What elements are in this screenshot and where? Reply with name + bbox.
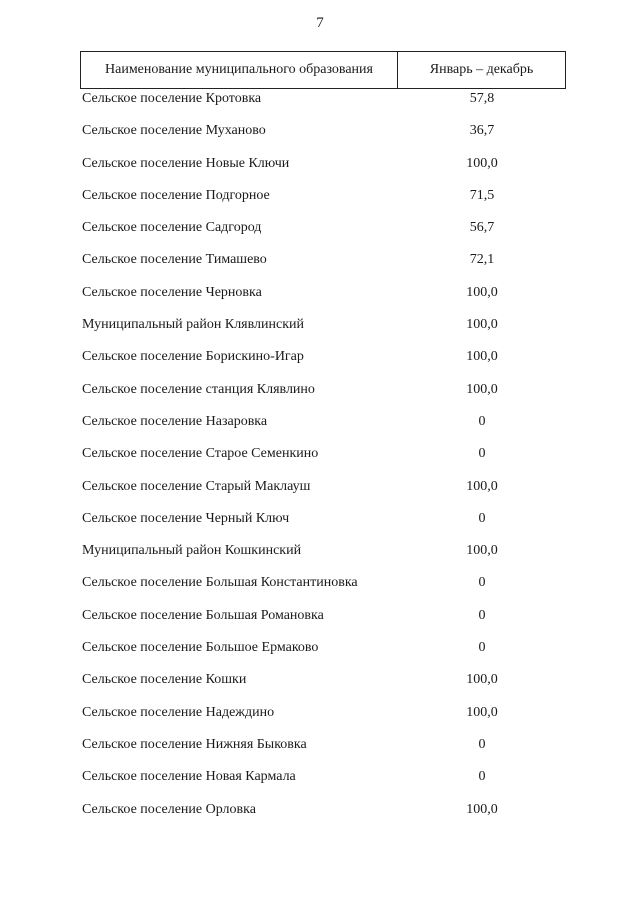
- period-value: 57,8: [469, 91, 495, 106]
- period-value: 36,7: [469, 123, 495, 139]
- municipality-name: Сельское поселение Старое Семенкино: [82, 446, 319, 462]
- table-row: [0, 154, 640, 186]
- period-value: 0: [478, 413, 486, 429]
- period-value: 100,0: [466, 155, 498, 171]
- table-body: [0, 89, 640, 832]
- period-value: 100,0: [466, 478, 498, 494]
- table-row: [0, 573, 640, 605]
- table-row: [0, 703, 640, 735]
- municipality-name: Сельское поселение Тимашево: [82, 252, 267, 268]
- municipality-name: Муниципальный район Клявлинский: [82, 317, 305, 333]
- municipality-name: Сельское поселение Муханово: [82, 123, 266, 139]
- period-value: 100,0: [466, 284, 498, 300]
- period-value: 0: [478, 446, 486, 462]
- table-row: [0, 735, 640, 767]
- table-row: [0, 509, 640, 541]
- table-row: [0, 670, 640, 702]
- municipality-name: Сельское поселение Орловка: [82, 801, 256, 817]
- header-name-column: Наименование муниципального образования: [81, 52, 398, 88]
- municipality-name: Сельское поселение станция Клявлино: [82, 381, 315, 397]
- page-number: 7: [316, 15, 324, 31]
- period-value: 100,0: [466, 543, 498, 559]
- period-value: 100,0: [466, 672, 498, 688]
- municipality-name: Сельское поселение Большая Константиновка: [82, 575, 358, 591]
- table-row: [0, 477, 640, 509]
- table-row: [0, 121, 640, 153]
- table-row: [0, 767, 640, 799]
- table-row: [0, 347, 640, 379]
- period-value: 72,1: [469, 252, 495, 268]
- table-row: [0, 186, 640, 218]
- municipality-name: Сельское поселение Большое Ермаково: [82, 640, 319, 656]
- table-row: [0, 380, 640, 412]
- table-row: [0, 250, 640, 282]
- municipality-name: Сельское поселение Борискино-Игар: [82, 349, 304, 365]
- period-value: 100,0: [466, 704, 498, 720]
- municipality-name: Сельское поселение Большая Романовка: [82, 607, 324, 623]
- municipality-name: Сельское поселение Назаровка: [82, 413, 268, 429]
- table-row: [0, 218, 640, 250]
- period-value: 100,0: [466, 349, 498, 365]
- table-row: [0, 444, 640, 476]
- table-row: [0, 412, 640, 444]
- period-value: 0: [478, 640, 486, 656]
- municipality-name: Сельское поселение Новые Ключи: [82, 155, 290, 171]
- table-row: [0, 541, 640, 573]
- table-header: [80, 51, 566, 89]
- period-value: 0: [478, 736, 486, 752]
- municipality-name: Сельское поселение Подгорное: [82, 187, 270, 203]
- municipality-name: Муниципальный район Кошкинский: [82, 543, 302, 559]
- municipality-name: Сельское поселение Нижняя Быковка: [82, 736, 307, 752]
- municipality-name: Сельское поселение Черновка: [82, 284, 262, 300]
- period-value: 0: [478, 769, 486, 785]
- table-row: [0, 283, 640, 315]
- municipality-name: Сельское поселение Кошки: [82, 672, 247, 688]
- period-value: 100,0: [466, 381, 498, 397]
- header-period-column: Январь – декабрь: [429, 62, 534, 77]
- table-row: [0, 315, 640, 347]
- table-row: [0, 606, 640, 638]
- period-value: 71,5: [469, 187, 495, 203]
- period-value: 56,7: [469, 220, 495, 236]
- table-row: [0, 800, 640, 832]
- period-value: 0: [478, 510, 486, 526]
- municipality-name: Сельское поселение Надеждино: [82, 704, 275, 720]
- municipality-name: Сельское поселение Садгород: [82, 220, 262, 236]
- municipality-name: Сельское поселение Кротовка: [82, 91, 262, 106]
- table-row: [0, 638, 640, 670]
- table-row: [0, 89, 640, 121]
- period-value: 100,0: [466, 317, 498, 333]
- municipality-name: Сельское поселение Новая Кармала: [82, 769, 296, 785]
- period-value: 0: [478, 575, 486, 591]
- period-value: 100,0: [466, 801, 498, 817]
- municipality-name: Сельское поселение Старый Маклауш: [82, 478, 311, 494]
- period-value: 0: [478, 607, 486, 623]
- municipality-name: Сельское поселение Черный Ключ: [82, 510, 290, 526]
